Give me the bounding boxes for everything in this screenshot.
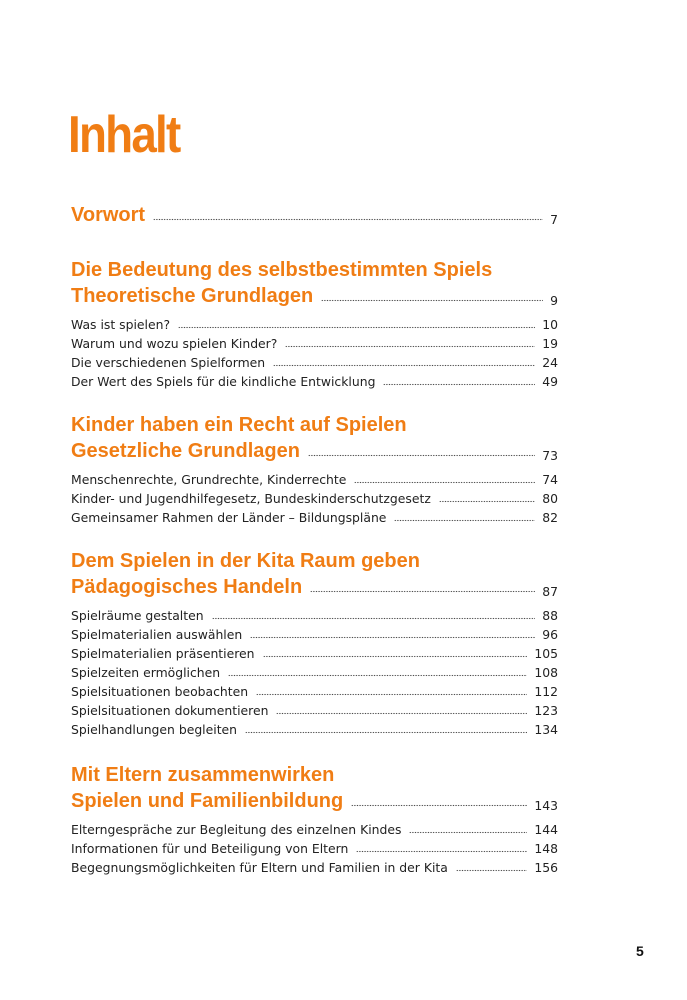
dot-leader xyxy=(153,218,543,221)
entry-label: Was ist spielen? xyxy=(71,317,171,332)
entry-label: Die verschiedenen Spielformen xyxy=(71,355,266,370)
toc-entry[interactable] xyxy=(71,720,558,739)
dot-leader xyxy=(456,869,528,872)
entry-page-number: 9 xyxy=(550,293,558,308)
dot-leader xyxy=(276,712,527,715)
toc-vorwort xyxy=(71,202,558,228)
toc-entry-vorwort[interactable] xyxy=(71,202,558,228)
dot-leader xyxy=(351,804,527,807)
dot-leader xyxy=(285,345,535,348)
dot-leader xyxy=(356,850,527,853)
toc-section-3 xyxy=(71,548,558,739)
entry-page-number: 7 xyxy=(550,212,558,227)
entry-page-number: 80 xyxy=(542,491,558,506)
toc-entry[interactable] xyxy=(71,663,558,682)
entry-label: Spielsituationen beobachten xyxy=(71,684,249,699)
entry-label: Vorwort xyxy=(71,204,146,226)
toc-entry[interactable] xyxy=(71,315,558,334)
dot-leader xyxy=(394,519,535,522)
entry-page-number: 123 xyxy=(534,703,558,718)
dot-leader xyxy=(228,674,527,677)
section-heading: Dem Spielen in der Kita Raum geben xyxy=(71,550,420,572)
toc-entry[interactable] xyxy=(71,839,558,858)
entry-label: Informationen für und Beteiligung von Eltern xyxy=(71,841,349,856)
toc-section-2 xyxy=(71,412,558,527)
entry-label: Spielzeiten ermöglichen xyxy=(71,665,221,680)
entry-page-number: 24 xyxy=(542,355,558,370)
dot-leader xyxy=(308,454,535,457)
entry-label: Spielen und Familienbildung xyxy=(71,790,344,812)
entry-list xyxy=(71,606,558,739)
toc-entry[interactable] xyxy=(71,625,558,644)
section-heading: Mit Eltern zusammenwirken xyxy=(71,764,335,786)
toc-entry[interactable] xyxy=(71,508,558,527)
dot-leader xyxy=(212,617,536,620)
toc-entry-subheading[interactable] xyxy=(71,788,558,814)
entry-page-number: 108 xyxy=(534,665,558,680)
entry-label: Elterngespräche zur Begleitung des einzelnen Kindes xyxy=(71,822,402,837)
page-number: 5 xyxy=(636,943,644,959)
dot-leader xyxy=(256,693,527,696)
dot-leader xyxy=(354,481,535,484)
entry-label: Spielmaterialien auswählen xyxy=(71,627,243,642)
toc-entry[interactable] xyxy=(71,353,558,372)
toc-section-4 xyxy=(71,762,558,877)
toc-entry[interactable] xyxy=(71,334,558,353)
entry-label: Spielsituationen dokumentieren xyxy=(71,703,269,718)
toc-entry-subheading[interactable] xyxy=(71,283,558,309)
entry-label: Theoretische Grundlagen xyxy=(71,285,314,307)
dot-leader xyxy=(178,326,535,329)
page-title: Inhalt xyxy=(68,106,180,164)
entry-page-number: 112 xyxy=(534,684,558,699)
entry-label: Pädagogisches Handeln xyxy=(71,576,303,598)
entry-label: Begegnungsmöglichkeiten für Eltern und Familien in der Kita xyxy=(71,860,448,875)
dot-leader xyxy=(273,364,535,367)
toc-entry[interactable] xyxy=(71,470,558,489)
toc-section-1 xyxy=(71,257,558,391)
entry-page-number: 143 xyxy=(534,798,558,813)
dot-leader xyxy=(383,383,535,386)
entry-page-number: 74 xyxy=(542,472,558,487)
dot-leader xyxy=(321,299,543,302)
entry-label: Gesetzliche Grundlagen xyxy=(71,440,300,462)
entry-list xyxy=(71,820,558,877)
dot-leader xyxy=(263,655,528,658)
entry-page-number: 87 xyxy=(542,584,558,599)
dot-leader xyxy=(250,636,535,639)
entry-page-number: 105 xyxy=(534,646,558,661)
entry-label: Kinder- und Jugendhilfegesetz, Bundeskinderschutzgesetz xyxy=(71,491,431,506)
toc-entry[interactable] xyxy=(71,682,558,701)
toc-entry[interactable] xyxy=(71,858,558,877)
toc-entry[interactable] xyxy=(71,372,558,391)
dot-leader xyxy=(439,500,535,503)
dot-leader xyxy=(409,831,527,834)
toc-entry-subheading[interactable] xyxy=(71,574,558,600)
entry-page-number: 156 xyxy=(534,860,558,875)
entry-page-number: 82 xyxy=(542,510,558,525)
section-heading: Die Bedeutung des selbstbestimmten Spiels xyxy=(71,259,493,281)
entry-page-number: 96 xyxy=(542,627,558,642)
entry-page-number: 148 xyxy=(534,841,558,856)
entry-label: Der Wert des Spiels für die kindliche Entwicklung xyxy=(71,374,376,389)
section-heading: Kinder haben ein Recht auf Spielen xyxy=(71,414,407,436)
entry-page-number: 19 xyxy=(542,336,558,351)
entry-page-number: 73 xyxy=(542,448,558,463)
toc-entry[interactable] xyxy=(71,644,558,663)
entry-label: Spielmaterialien präsentieren xyxy=(71,646,255,661)
toc-entry[interactable] xyxy=(71,489,558,508)
entry-label: Menschenrechte, Grundrechte, Kinderrechte xyxy=(71,472,347,487)
entry-page-number: 144 xyxy=(534,822,558,837)
entry-page-number: 10 xyxy=(542,317,558,332)
entry-page-number: 49 xyxy=(542,374,558,389)
entry-page-number: 134 xyxy=(534,722,558,737)
toc-entry[interactable] xyxy=(71,820,558,839)
dot-leader xyxy=(310,590,535,593)
entry-label: Spielhandlungen begleiten xyxy=(71,722,238,737)
entry-label: Warum und wozu spielen Kinder? xyxy=(71,336,278,351)
entry-label: Spielräume gestalten xyxy=(71,608,204,623)
entry-label: Gemeinsamer Rahmen der Länder – Bildungspläne xyxy=(71,510,387,525)
entry-page-number: 88 xyxy=(542,608,558,623)
toc-entry[interactable] xyxy=(71,606,558,625)
toc-entry[interactable] xyxy=(71,701,558,720)
entry-list xyxy=(71,315,558,391)
dot-leader xyxy=(245,731,527,734)
toc-entry-subheading[interactable] xyxy=(71,438,558,464)
entry-list xyxy=(71,470,558,527)
